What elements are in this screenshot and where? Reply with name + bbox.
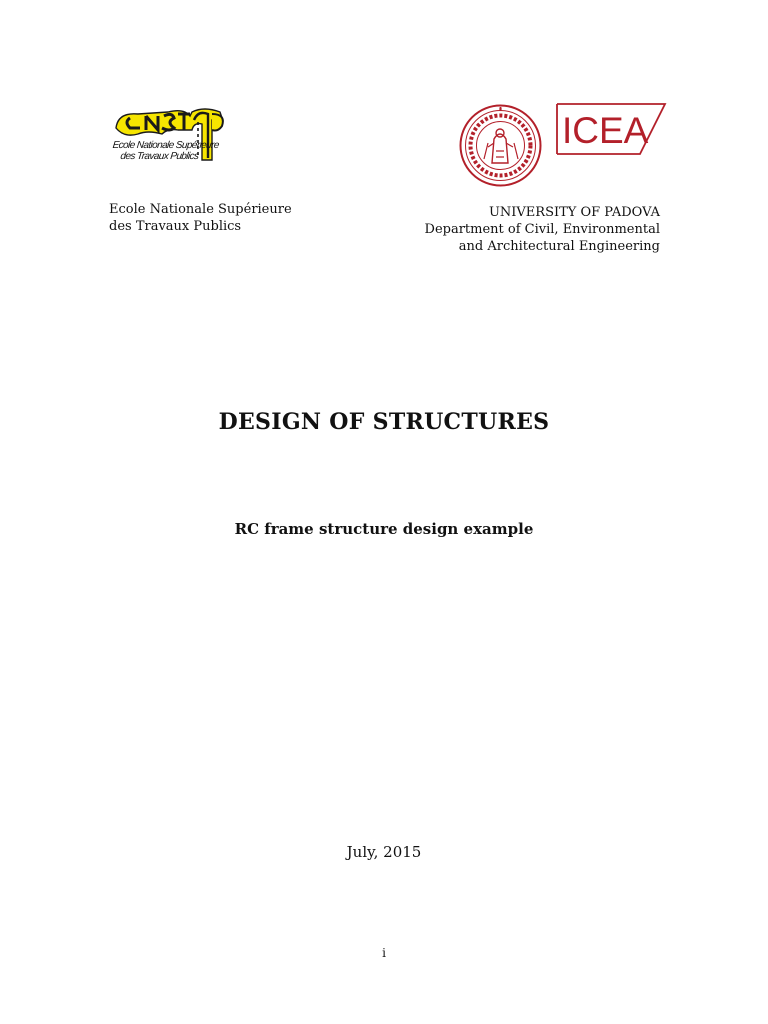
enstp-affiliation-line1: Ecole Nationale Supérieure: [109, 202, 292, 217]
enstp-caption-line2: des Travaux Publics: [119, 151, 199, 162]
university-seal: [458, 103, 543, 188]
document-subtitle: RC frame structure design example: [234, 520, 534, 538]
icea-text: ICEA: [562, 110, 649, 151]
padova-affiliation-line1: UNIVERSITY OF PADOVA: [488, 205, 660, 220]
padova-affiliation-line3: and Architectural Engineering: [458, 239, 660, 254]
padova-affiliation: [425, 204, 660, 255]
enstp-affiliation-line2: des Travaux Publics: [109, 219, 242, 234]
document-title: DESIGN OF STRUCTURES: [218, 409, 550, 435]
document-date: July, 2015: [346, 843, 422, 861]
page-number: i: [382, 946, 386, 960]
icea-logo: [554, 101, 668, 157]
padova-affiliation-line2: Department of Civil, Environmental: [424, 222, 660, 237]
enstp-logo-caption: [111, 140, 233, 162]
enstp-caption-line1: Ecole Nationale Supérieure: [112, 140, 220, 151]
enstp-affiliation: [109, 201, 292, 235]
